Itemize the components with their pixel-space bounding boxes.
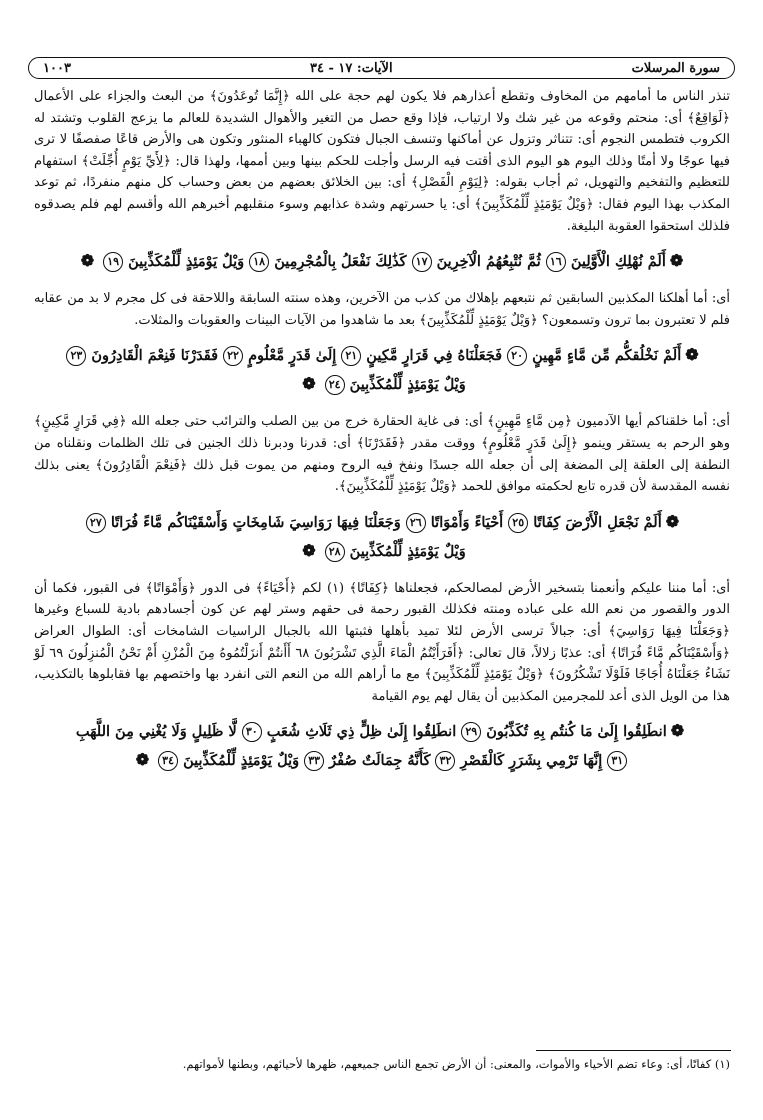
verse-text: ثُمَّ نُتْبِعُهُمُ الْآخِرِينَ (436, 253, 541, 271)
verse-number: ٢٣ (66, 346, 86, 366)
verse-text: وَيْلٌ يَوْمَئِذٍ لِّلْمُكَذِّبِينَ (128, 253, 245, 271)
quran-verse-block (34, 339, 730, 401)
verse-number: ٢٦ (406, 513, 426, 533)
verse-line (38, 341, 726, 370)
verse-line (38, 746, 726, 775)
verse-number: ٣٠ (242, 722, 262, 742)
ornament-icon: ❁ (669, 251, 684, 271)
footnote-divider (536, 1050, 731, 1051)
ornament-icon: ❁ (302, 540, 316, 560)
tafsir-paragraph: أى: أما أهلكنا المكذبين السابقين ثم نتبعهم بإهلاك من كذب من الآخرين، وهذه سنته السابقة واللاحقة فى كل مجرم لا بد من عقابه فلم لا تعتبرون بما ترون وتسمعون؟ ﴿وَيْلٌ يَوْمَئِذٍ لِّلْمُكَذِّبِينَ﴾ بعد ما شاهدوا من الآيات البينات والعقوبات والمثلات. (34, 291, 730, 328)
verse-text: أَلَمْ نَجْعَلِ الْأَرْضَ كِفَاتًا (533, 513, 662, 531)
verse-number: ١٧ (412, 252, 432, 272)
verse-number: ٢٧ (86, 513, 106, 533)
verse-text: فَقَدَرْنَا فَنِعْمَ الْقَادِرُونَ (91, 347, 219, 365)
verse-number: ٣٤ (158, 751, 178, 771)
verse-number: ٢١ (341, 346, 361, 366)
surah-title: سورة المرسلات (631, 60, 720, 76)
ornament-icon: ❁ (80, 251, 95, 271)
verse-line (38, 717, 726, 746)
quran-verse-block (34, 715, 730, 777)
verse-text: وَيْلٌ يَوْمَئِذٍ لِّلْمُكَذِّبِينَ (183, 752, 300, 770)
verse-text: أَلَمْ نَخْلُقكُّم مِّن مَّاءٍ مَّهِينٍ (532, 347, 682, 365)
page-number: ١٠٠٣ (43, 60, 71, 76)
verse-number: ٢٠ (507, 346, 527, 366)
verse-number: ٢٥ (508, 513, 528, 533)
verse-text: كَأَنَّهُ جِمَالَتٌ صُفْرٌ (329, 752, 431, 770)
verse-text: إِلَىٰ قَدَرٍ مَّعْلُومٍ (248, 347, 337, 365)
ornament-icon: ❁ (302, 374, 316, 394)
verse-text: انطَلِقُوا إِلَىٰ ظِلٍّ ذِي ثَلَاثِ شُعَبٍ (266, 723, 457, 741)
verse-line (38, 370, 726, 399)
verse-text: أَحْيَاءً وَأَمْوَاتًا (430, 513, 504, 531)
ornament-icon: ❁ (685, 345, 699, 365)
quran-verse-block (34, 245, 730, 278)
page-header (28, 57, 735, 79)
verse-text: وَيْلٌ يَوْمَئِذٍ لِّلْمُكَذِّبِينَ (349, 542, 466, 560)
ornament-icon: ❁ (135, 750, 150, 770)
verse-text: إِنَّهَا تَرْمِي بِشَرَرٍ كَالْقَصْرِ (460, 752, 603, 770)
ornament-icon: ❁ (670, 721, 685, 741)
verse-number: ٣٣ (304, 751, 324, 771)
tafsir-paragraph: تنذر الناس ما أمامهم من المخاوف وتقطع أعذارهم فلا يكون لهم حجة على الله ﴿إِنَّمَا تُوعَدُونَ﴾ من البعث والجزاء على الأعمال ﴿لَوَاقِعٌ﴾ أى: منحتم وقوعه من غير شك ولا ارتياب، فإذا وقع حصل من التغير والأهوال الشديدة للعالم ما يزعج القلوب وتشتد له الكروب فتطمس النجوم أى: تتناثر وتزول عن أماكنها وتنسف الجبال فتكون كالهباء المنثور وتكون هى والأرض قاعًا صفصفًا لا ترى فيها عوجًا ولا أمتًا وذلك اليوم هو اليوم الذى أقتت فيه الرسل وأجلت للحكم بينها وبين أممها، ولهذا قال: ﴿لِأَيِّ يَوْمٍ أُجِّلَتْ﴾ استفهام للتعظيم والتفخيم والتهويل، ثم أجاب بقوله: ﴿لِيَوْمِ الْفَصْلِ﴾ أى: بين الخلائق بعضهم من بعض وحساب كل منهم منفردًا، ثم توعد المكذب بهذا اليوم فقال: ﴿وَيْلٌ يَوْمَئِذٍ لِّلْمُكَذِّبِينَ﴾ أى: يا حسرتهم وشدة عذابهم وسوء منقلبهم أخبرهم الله وأقسم لهم فلم يصدقوه فلذلك استحقوا العقوبة البليغة. (34, 89, 731, 234)
verse-number: ٣١ (607, 751, 627, 771)
ornament-icon: ❁ (665, 511, 680, 531)
page-content (34, 86, 730, 787)
verse-number: ١٨ (249, 252, 269, 272)
verse-text: أَلَمْ نُهْلِكِ الْأَوَّلِينَ (570, 253, 666, 271)
verse-text: لَّا ظَلِيلٍ وَلَا يُغْنِي مِنَ اللَّهَبِ (75, 723, 237, 741)
verse-number: ٢٨ (325, 542, 345, 562)
verse-number: ٢٤ (325, 375, 345, 395)
verse-line (38, 508, 726, 537)
verse-number: ١٦ (546, 252, 566, 272)
verse-number: ٣٢ (435, 751, 455, 771)
quran-verse-block (34, 506, 730, 568)
footnote: (١) كفاتًا، أى: وعاء تضم الأحياء والأموات، والمعنى: أن الأرض تجمع الناس جميعهم، ظهرها لأحيائهم، وبطنها لأمواتهم. (182, 1057, 730, 1071)
verse-text: وَيْلٌ يَوْمَئِذٍ لِّلْمُكَذِّبِينَ (349, 376, 466, 394)
tafsir-paragraph: أى: أما خلقناكم أيها الآدميون ﴿مِن مَّاءٍ مَّهِينٍ﴾ أى: فى غاية الحقارة خرج من بين الصلب والترائب حتى جعله الله ﴿فِي قَرَارٍ مَّكِينٍ﴾ وهو الرحم به يستقر وينمو ﴿إِلَىٰ قَدَرٍ مَّعْلُومٍ﴾ ووقت مقدر ﴿فَقَدَرْنَا﴾ أى: قدرنا ودبرنا ذلك الجنين فى تلك الظلمات ونقلناه من النطفة إلى العلقة إلى المضغة إلى أن جعله الله جسدًا ونفخ فيه الروح ومنهم من يموت قبل ذلك ﴿فَنِعْمَ الْقَادِرُونَ﴾ يعنى بذلك نفسه المقدسة لأن قدره تابع لحكمته موافق للحمد ﴿وَيْلٌ يَوْمَئِذٍ لِّلْمُكَذِّبِينَ﴾. (34, 414, 730, 495)
verse-text: وَجَعَلْنَا فِيهَا رَوَاسِيَ شَامِخَاتٍ وَأَسْقَيْنَاكُم مَّاءً فُرَاتًا (110, 513, 401, 531)
verse-text: كَذَٰلِكَ نَفْعَلُ بِالْمُجْرِمِينَ (274, 253, 407, 271)
verse-text: فَجَعَلْنَاهُ فِي قَرَارٍ مَّكِينٍ (366, 347, 503, 365)
verse-number: ٢٩ (461, 722, 481, 742)
verse-line (38, 247, 726, 276)
tafsir-paragraph: أى: أما مننا عليكم وأنعمنا بتسخير الأرض لمصالحكم، فجعلناها ﴿كِفَاتًا﴾ (١) لكم ﴿أَحْيَاءً﴾ فى الدور ﴿وَأَمْوَاتًا﴾ فى القبور، فكما أن الدور والقصور من نعم الله على عباده ومنته فكذلك القبور رحمة فى حقهم وستر لهم عن كون أجسادهم بادية للسباع وغيرها ﴿وَجَعَلْنَا فِيهَا رَوَاسِيَ﴾ أى: جبالاً ترسى الأرض لئلا تميد بأهلها فثبتها الله بالجبال الراسيات الشامخات أى: الطوال العراض ﴿وَأَسْقَيْنَاكُم مَّاءً فُرَاتًا﴾ أى: عذبًا زلالاً، قال تعالى: ﴿أَفَرَأَيْتُمُ الْمَاءَ الَّذِي تَشْرَبُونَ ٦٨ أَأَنتُمْ أَنزَلْتُمُوهُ مِنَ الْمُزْنِ أَمْ نَحْنُ الْمُنزِلُونَ ٦٩ لَوْ نَشَاءُ جَعَلْنَاهُ أُجَاجًا فَلَوْلَا تَشْكُرُونَ﴾ ﴿وَيْلٌ يَوْمَئِذٍ لِّلْمُكَذِّبِينَ﴾ مع ما أراهم الله من النعم التى انفرد بها واختصهم بها فقابلوها بالتكذيب، هذا من الويل الذى أعد للمجرمين المكذبين أن يقال لهم يوم القيامة (34, 580, 730, 704)
verse-number: ١٩ (103, 252, 123, 272)
verse-number: ٢٢ (223, 346, 243, 366)
verse-text: انطَلِقُوا إِلَىٰ مَا كُنتُم بِهِ تُكَذِّبُونَ (486, 723, 667, 741)
verse-line (38, 537, 726, 566)
verse-range: الآيات: ١٧ - ٣٤ (310, 60, 393, 76)
